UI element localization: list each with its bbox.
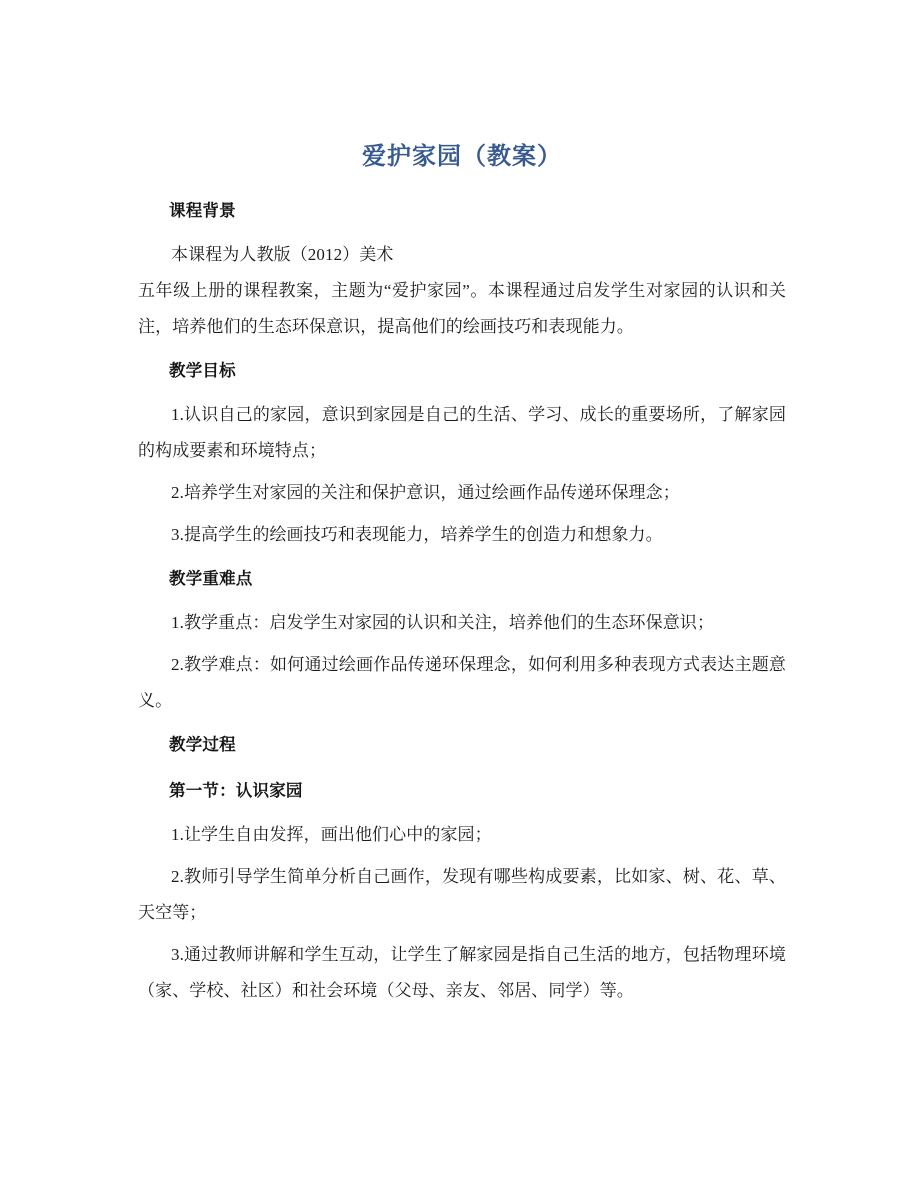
section-heading-lesson-one: 第一节：认识家园	[169, 782, 303, 800]
paragraph-line: 本课程为人教版（2012）美术	[171, 245, 394, 264]
list-item: 2.教学难点：如何通过绘画作品传递环保理念，如何利用多种表现方式表达主题意义。	[138, 655, 786, 710]
document-content	[138, 140, 786, 1012]
list-item: 1.教学重点：启发学生对家园的认识和关注，培养他们的生态环保意识；	[171, 613, 715, 632]
paragraph-line: 五年级上册的课程教案，主题为“爱护家园”。本课程通过启发学生对家园的认识和关注，培养他们的生态环保意识，提高他们的绘画技巧和表现能力。	[138, 281, 786, 336]
list-item: 2.教师引导学生简单分析自己画作，发现有哪些构成要素，比如家、树、花、草、天空等；	[138, 867, 786, 922]
list-item: 3.提高学生的绘画技巧和表现能力，培养学生的创造力和想象力。	[171, 525, 663, 544]
section-heading-teaching-process: 教学过程	[169, 736, 236, 754]
list-item: 1.让学生自由发挥，画出他们心中的家园；	[171, 825, 492, 844]
section-heading-key-difficult-points: 教学重难点	[169, 570, 253, 588]
paragraph-course-background	[138, 234, 786, 348]
list-item: 3.通过教师讲解和学生互动，让学生了解家园是指自己生活的地方，包括物理环境（家、学校、社区）和社会环境（父母、亲友、邻居、同学）等。	[138, 945, 786, 1000]
section-heading-teaching-objectives: 教学目标	[169, 362, 236, 380]
section-heading-course-background: 课程背景	[169, 202, 236, 220]
page-title: 爱护家园（教案）	[362, 143, 562, 170]
list-item: 1.认识自己的家园，意识到家园是自己的生活、学习、成长的重要场所，了解家园的构成要素和环境特点；	[138, 405, 786, 460]
list-item: 2.培养学生对家园的关注和保护意识，通过绘画作品传递环保理念；	[171, 483, 680, 502]
